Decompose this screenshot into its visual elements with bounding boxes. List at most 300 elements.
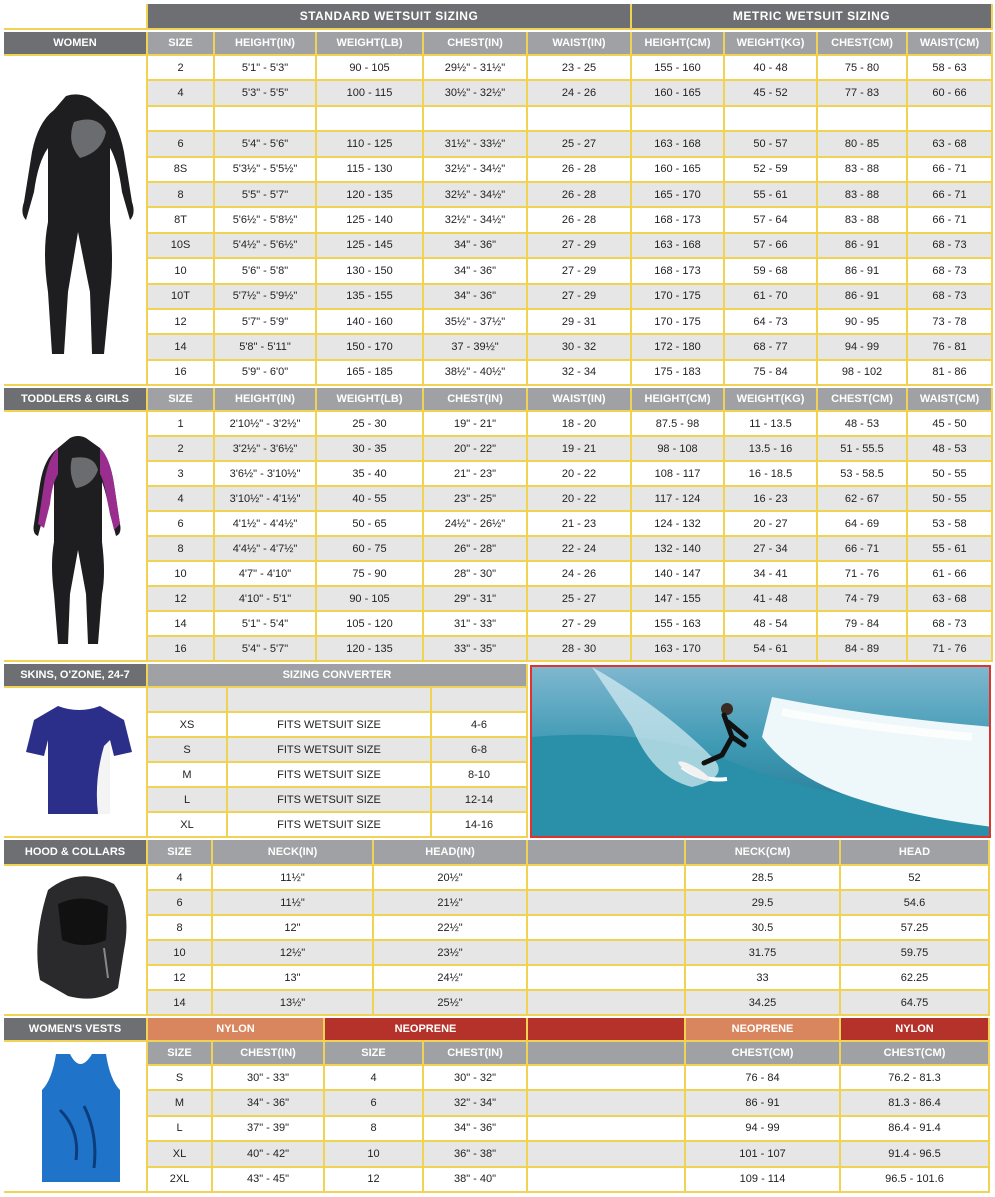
women-cell: 32 - 34: [528, 361, 632, 386]
women-cell: 68 - 73: [908, 259, 993, 284]
women-cell: 81 - 86: [908, 361, 993, 386]
hood-cell: 12½": [213, 941, 374, 966]
toddler-cell: 10: [148, 562, 215, 587]
women-cell: 125 - 145: [317, 234, 424, 259]
women-cell: 160 - 165: [632, 81, 725, 106]
women-cell: 168 - 173: [632, 259, 725, 284]
skins-cell: FITS WETSUIT SIZE: [228, 788, 432, 813]
women-cell: 32½" - 34½": [424, 183, 528, 208]
toddler-cell: 34 - 41: [725, 562, 818, 587]
vest-cell: 91.4 - 96.5: [841, 1142, 990, 1167]
women-cell: 34" - 36": [424, 285, 528, 310]
women-cell: 5'9" - 6'0": [215, 361, 317, 386]
hood-col-head: HEAD: [841, 840, 990, 866]
vest-blank-header: [528, 1018, 686, 1042]
toddler-cell: 26" - 28": [424, 537, 528, 562]
women-cell: 5'8" - 5'11": [215, 335, 317, 360]
vest-cell: 30" - 33": [213, 1066, 325, 1091]
women-cell: 5'5" - 5'7": [215, 183, 317, 208]
toddlers-col-chest_cm: CHEST(CM): [818, 388, 908, 412]
women-cell: [424, 107, 528, 132]
women-cell: 35½" - 37½": [424, 310, 528, 335]
skins-cell: XS: [148, 713, 228, 738]
women-cell: 10: [148, 259, 215, 284]
vest-cell: 32" - 34": [424, 1091, 528, 1116]
women-cell: 38½" - 40½": [424, 361, 528, 386]
toddler-cell: 60 - 75: [317, 537, 424, 562]
toddlers-col-height_in: HEIGHT(IN): [215, 388, 317, 412]
hood-cell: 14: [148, 991, 213, 1016]
rashguard-icon: [24, 700, 134, 820]
vest-col-chest_in: CHEST(IN): [213, 1042, 325, 1066]
hood-cell: 13": [213, 966, 374, 991]
women-cell: 86 - 91: [818, 259, 908, 284]
women-cell: 32½" - 34½": [424, 208, 528, 233]
toddler-cell: 68 - 73: [908, 612, 993, 637]
toddler-cell: 90 - 105: [317, 587, 424, 612]
hood-col-head_in: HEAD(IN): [374, 840, 528, 866]
toddler-cell: 3'2½" - 3'6½": [215, 437, 317, 462]
women-cell: 5'1" - 5'3": [215, 56, 317, 81]
toddler-cell: 51 - 55.5: [818, 437, 908, 462]
women-cell: 90 - 105: [317, 56, 424, 81]
women-cell: 64 - 73: [725, 310, 818, 335]
hood-cell: 23½": [374, 941, 528, 966]
hood-cell: 34.25: [686, 991, 841, 1016]
vest-cell: 30" - 32": [424, 1066, 528, 1091]
toddler-cell: 19 - 21: [528, 437, 632, 462]
women-cell: 8: [148, 183, 215, 208]
hood-cell: 8: [148, 916, 213, 941]
toddler-cell: 25 - 27: [528, 587, 632, 612]
women-cell: [818, 107, 908, 132]
women-col-height_in: HEIGHT(IN): [215, 32, 317, 56]
skins-cell: 12-14: [432, 788, 528, 813]
women-cell: 83 - 88: [818, 208, 908, 233]
toddler-cell: 155 - 163: [632, 612, 725, 637]
women-col-chest_in: CHEST(IN): [424, 32, 528, 56]
toddler-cell: 19" - 21": [424, 412, 528, 437]
vest-cell: 94 - 99: [686, 1117, 841, 1142]
vest-cell: [528, 1091, 686, 1116]
toddlers-col-waist_in: WAIST(IN): [528, 388, 632, 412]
women-cell: 80 - 85: [818, 132, 908, 157]
women-cell: 115 - 130: [317, 158, 424, 183]
women-cell: 170 - 175: [632, 285, 725, 310]
hood-cell: 12": [213, 916, 374, 941]
toddler-cell: 31" - 33": [424, 612, 528, 637]
skins-section-label: SKINS, O'ZONE, 24-7: [4, 664, 148, 688]
women-cell: 5'3½" - 5'5½": [215, 158, 317, 183]
women-cell: 25 - 27: [528, 132, 632, 157]
hood-cell: 4: [148, 866, 213, 891]
vest-cell: L: [148, 1117, 213, 1142]
toddler-cell: 50 - 55: [908, 462, 993, 487]
women-cell: 66 - 71: [908, 183, 993, 208]
hood-cell: 20½": [374, 866, 528, 891]
women-cell: 130 - 150: [317, 259, 424, 284]
toddler-cell: 40 - 55: [317, 487, 424, 512]
hood-cell: 12: [148, 966, 213, 991]
vest-cell: 10: [325, 1142, 424, 1167]
women-cell: 73 - 78: [908, 310, 993, 335]
women-cell: 10T: [148, 285, 215, 310]
women-cell: 168 - 173: [632, 208, 725, 233]
women-cell: 50 - 57: [725, 132, 818, 157]
toddler-cell: 124 - 132: [632, 512, 725, 537]
vest-cell: XL: [148, 1142, 213, 1167]
women-cell: [632, 107, 725, 132]
toddler-cell: 71 - 76: [818, 562, 908, 587]
vest-cell: 36" - 38": [424, 1142, 528, 1167]
vest-cell: 12: [325, 1168, 424, 1193]
women-cell: 10S: [148, 234, 215, 259]
toddler-cell: 33" - 35": [424, 637, 528, 662]
hood-cell: 21½": [374, 891, 528, 916]
women-cell: 172 - 180: [632, 335, 725, 360]
skins-cell: L: [148, 788, 228, 813]
women-cell: 29 - 31: [528, 310, 632, 335]
women-cell: 26 - 28: [528, 208, 632, 233]
skins-cell: FITS WETSUIT SIZE: [228, 713, 432, 738]
toddler-cell: 16 - 18.5: [725, 462, 818, 487]
women-cell: 66 - 71: [908, 208, 993, 233]
women-cell: 150 - 170: [317, 335, 424, 360]
toddler-cell: 4'4½" - 4'7½": [215, 537, 317, 562]
toddler-cell: 132 - 140: [632, 537, 725, 562]
vests-section-label: WOMEN'S VESTS: [4, 1018, 148, 1042]
hood-col-size: SIZE: [148, 840, 213, 866]
toddler-cell: 5'4" - 5'7": [215, 637, 317, 662]
toddler-cell: 16: [148, 637, 215, 662]
vest-cell: 40" - 42": [213, 1142, 325, 1167]
vest-cell: 37" - 39": [213, 1117, 325, 1142]
toddler-cell: 13.5 - 16: [725, 437, 818, 462]
vest-cell: 34" - 36": [424, 1117, 528, 1142]
toddler-cell: 30 - 35: [317, 437, 424, 462]
toddler-cell: 45 - 50: [908, 412, 993, 437]
vest-col-chest_cm: CHEST(CM): [686, 1042, 841, 1066]
vest-cell: 96.5 - 101.6: [841, 1168, 990, 1193]
hood-cell: 64.75: [841, 991, 990, 1016]
skins-cell: [228, 688, 432, 713]
toddler-cell: 63 - 68: [908, 587, 993, 612]
women-cell: [908, 107, 993, 132]
toddler-cell: 28" - 30": [424, 562, 528, 587]
women-cell: 4: [148, 81, 215, 106]
toddler-cell: 62 - 67: [818, 487, 908, 512]
hood-cell: 11½": [213, 891, 374, 916]
hood-cell: [528, 891, 686, 916]
vest-col-size: SIZE: [148, 1042, 213, 1066]
vest-col-blank: [528, 1042, 686, 1066]
vest-cell: 2XL: [148, 1168, 213, 1193]
women-cell: 83 - 88: [818, 183, 908, 208]
women-cell: 75 - 80: [818, 56, 908, 81]
women-cell: [725, 107, 818, 132]
vest-cell: 76.2 - 81.3: [841, 1066, 990, 1091]
toddler-cell: 117 - 124: [632, 487, 725, 512]
women-col-waist_in: WAIST(IN): [528, 32, 632, 56]
women-cell: 76 - 81: [908, 335, 993, 360]
toddler-cell: 4'7" - 4'10": [215, 562, 317, 587]
women-cell: 86 - 91: [818, 285, 908, 310]
vest-cell: 4: [325, 1066, 424, 1091]
women-cell: 32½" - 34½": [424, 158, 528, 183]
sizing-converter-header: SIZING CONVERTER: [148, 664, 528, 688]
toddler-cell: 6: [148, 512, 215, 537]
vest-cell: S: [148, 1066, 213, 1091]
women-cell: 34" - 36": [424, 234, 528, 259]
women-cell: 165 - 170: [632, 183, 725, 208]
vest-neoprene-header: NEOPRENE: [325, 1018, 528, 1042]
toddler-cell: 55 - 61: [908, 537, 993, 562]
vest-cell: 34" - 36": [213, 1091, 325, 1116]
women-cell: 63 - 68: [908, 132, 993, 157]
skins-cell: XL: [148, 813, 228, 838]
toddler-cell: 98 - 108: [632, 437, 725, 462]
women-cell: [215, 107, 317, 132]
women-col-height_cm: HEIGHT(CM): [632, 32, 725, 56]
women-cell: 5'4" - 5'6": [215, 132, 317, 157]
toddler-cell: 48 - 53: [908, 437, 993, 462]
women-cell: 77 - 83: [818, 81, 908, 106]
women-cell: 8S: [148, 158, 215, 183]
skins-cell: [148, 688, 228, 713]
women-cell: 5'6½" - 5'8½": [215, 208, 317, 233]
women-cell: 58 - 63: [908, 56, 993, 81]
women-cell: 34" - 36": [424, 259, 528, 284]
toddlers-col-weight_lb: WEIGHT(LB): [317, 388, 424, 412]
toddler-cell: 79 - 84: [818, 612, 908, 637]
toddler-cell: 1: [148, 412, 215, 437]
vest-nylon-metric-header: NYLON: [841, 1018, 990, 1042]
women-cell: 30 - 32: [528, 335, 632, 360]
women-cell: 163 - 168: [632, 132, 725, 157]
skins-cell: M: [148, 763, 228, 788]
hood-cell: 57.25: [841, 916, 990, 941]
women-col-weight_kg: WEIGHT(KG): [725, 32, 818, 56]
vest-cell: [528, 1066, 686, 1091]
women-cell: 16: [148, 361, 215, 386]
toddler-cell: 54 - 61: [725, 637, 818, 662]
toddler-cell: 53 - 58: [908, 512, 993, 537]
vest-cell: M: [148, 1091, 213, 1116]
toddlers-col-weight_kg: WEIGHT(KG): [725, 388, 818, 412]
women-cell: [317, 107, 424, 132]
vest-col-chest_in2: CHEST(IN): [424, 1042, 528, 1066]
women-cell: 5'6" - 5'8": [215, 259, 317, 284]
women-cell: 29½" - 31½": [424, 56, 528, 81]
women-cell: 75 - 84: [725, 361, 818, 386]
toddler-cell: 14: [148, 612, 215, 637]
metric-header: METRIC WETSUIT SIZING: [632, 4, 993, 30]
skins-cell: 6-8: [432, 738, 528, 763]
women-cell: 68 - 77: [725, 335, 818, 360]
women-cell: 27 - 29: [528, 285, 632, 310]
vest-cell: 8: [325, 1117, 424, 1142]
toddlers-col-size: SIZE: [148, 388, 215, 412]
skins-cell: [432, 688, 528, 713]
toddler-cell: 71 - 76: [908, 637, 993, 662]
women-cell: 170 - 175: [632, 310, 725, 335]
hood-cell: 28.5: [686, 866, 841, 891]
vest-cell: [528, 1142, 686, 1167]
toddler-cell: 48 - 53: [818, 412, 908, 437]
women-col-waist_cm: WAIST(CM): [908, 32, 993, 56]
toddler-cell: 140 - 147: [632, 562, 725, 587]
toddler-cell: 50 - 65: [317, 512, 424, 537]
women-cell: 175 - 183: [632, 361, 725, 386]
vest-cell: 86 - 91: [686, 1091, 841, 1116]
women-wetsuit-icon: [14, 92, 138, 364]
women-cell: 31½" - 33½": [424, 132, 528, 157]
women-cell: 86 - 91: [818, 234, 908, 259]
toddler-cell: 50 - 55: [908, 487, 993, 512]
women-section-label: WOMEN: [4, 32, 148, 56]
toddler-cell: 28 - 30: [528, 637, 632, 662]
vest-cell: 76 - 84: [686, 1066, 841, 1091]
toddler-cell: 20 - 22: [528, 462, 632, 487]
women-cell: 26 - 28: [528, 183, 632, 208]
hood-cell: 6: [148, 891, 213, 916]
women-cell: 135 - 155: [317, 285, 424, 310]
toddler-cell: 11 - 13.5: [725, 412, 818, 437]
women-cell: 5'7" - 5'9": [215, 310, 317, 335]
corner-cell: [4, 4, 148, 30]
vest-icon: [36, 1050, 126, 1190]
women-cell: [148, 107, 215, 132]
toddler-cell: 22 - 24: [528, 537, 632, 562]
hood-cell: 54.6: [841, 891, 990, 916]
hood-cell: 52: [841, 866, 990, 891]
toddlers-col-waist_cm: WAIST(CM): [908, 388, 993, 412]
toddler-cell: 12: [148, 587, 215, 612]
hood-cell: [528, 941, 686, 966]
women-cell: 68 - 73: [908, 234, 993, 259]
hood-col-neck_in: NECK(IN): [213, 840, 374, 866]
women-cell: 160 - 165: [632, 158, 725, 183]
women-cell: 94 - 99: [818, 335, 908, 360]
toddler-cell: 105 - 120: [317, 612, 424, 637]
women-cell: 155 - 160: [632, 56, 725, 81]
hood-cell: [528, 916, 686, 941]
toddler-cell: 87.5 - 98: [632, 412, 725, 437]
hood-cell: 30.5: [686, 916, 841, 941]
standard-header: STANDARD WETSUIT SIZING: [148, 4, 632, 30]
hood-cell: 25½": [374, 991, 528, 1016]
vest-nylon-header: NYLON: [148, 1018, 325, 1042]
vest-cell: 86.4 - 91.4: [841, 1117, 990, 1142]
vest-cell: 109 - 114: [686, 1168, 841, 1193]
toddler-cell: 21 - 23: [528, 512, 632, 537]
vest-neoprene-metric-header: NEOPRENE: [686, 1018, 841, 1042]
women-cell: 5'7½" - 5'9½": [215, 285, 317, 310]
vest-cell: 81.3 - 86.4: [841, 1091, 990, 1116]
hood-cell: 62.25: [841, 966, 990, 991]
vest-cell: 43" - 45": [213, 1168, 325, 1193]
vest-cell: 38" - 40": [424, 1168, 528, 1193]
hood-cell: 22½": [374, 916, 528, 941]
toddler-cell: 108 - 117: [632, 462, 725, 487]
women-col-chest_cm: CHEST(CM): [818, 32, 908, 56]
women-cell: 110 - 125: [317, 132, 424, 157]
vest-cell: [528, 1117, 686, 1142]
vest-cell: 101 - 107: [686, 1142, 841, 1167]
toddler-cell: 4'1½" - 4'4½": [215, 512, 317, 537]
surfer-wave-illustration: [532, 667, 991, 838]
toddler-cell: 53 - 58.5: [818, 462, 908, 487]
women-cell: 100 - 115: [317, 81, 424, 106]
women-cell: 24 - 26: [528, 81, 632, 106]
toddler-cell: 84 - 89: [818, 637, 908, 662]
skins-cell: FITS WETSUIT SIZE: [228, 813, 432, 838]
women-cell: 163 - 168: [632, 234, 725, 259]
toddler-cell: 8: [148, 537, 215, 562]
women-cell: 8T: [148, 208, 215, 233]
hood-cell: 33: [686, 966, 841, 991]
women-cell: [528, 107, 632, 132]
women-cell: 6: [148, 132, 215, 157]
women-cell: 140 - 160: [317, 310, 424, 335]
hood-cell: [528, 991, 686, 1016]
women-cell: 27 - 29: [528, 234, 632, 259]
skins-cell: 8-10: [432, 763, 528, 788]
women-cell: 120 - 135: [317, 183, 424, 208]
skins-cell: FITS WETSUIT SIZE: [228, 763, 432, 788]
toddlers-col-height_cm: HEIGHT(CM): [632, 388, 725, 412]
skins-cell: 4-6: [432, 713, 528, 738]
women-cell: 98 - 102: [818, 361, 908, 386]
hood-icon: [28, 870, 134, 1010]
women-cell: 68 - 73: [908, 285, 993, 310]
toddler-cell: 4'10" - 5'1": [215, 587, 317, 612]
skins-cell: FITS WETSUIT SIZE: [228, 738, 432, 763]
hood-cell: 11½": [213, 866, 374, 891]
toddler-cell: 3'10½" - 4'1½": [215, 487, 317, 512]
toddler-cell: 61 - 66: [908, 562, 993, 587]
toddler-cell: 18 - 20: [528, 412, 632, 437]
hood-col-blank: [528, 840, 686, 866]
vest-col-size: SIZE: [325, 1042, 424, 1066]
toddler-cell: 64 - 69: [818, 512, 908, 537]
women-cell: 30½" - 32½": [424, 81, 528, 106]
toddler-cell: 20" - 22": [424, 437, 528, 462]
women-cell: 14: [148, 335, 215, 360]
hood-cell: 10: [148, 941, 213, 966]
toddler-cell: 24 - 26: [528, 562, 632, 587]
toddler-cell: 163 - 170: [632, 637, 725, 662]
hood-cell: [528, 866, 686, 891]
hood-cell: 13½": [213, 991, 374, 1016]
vest-cell: [528, 1168, 686, 1193]
women-cell: 5'3" - 5'5": [215, 81, 317, 106]
toddlers-section-label: TODDLERS & GIRLS: [4, 388, 148, 412]
women-cell: 90 - 95: [818, 310, 908, 335]
vest-cell: 6: [325, 1091, 424, 1116]
women-cell: 125 - 140: [317, 208, 424, 233]
toddler-cell: 29" - 31": [424, 587, 528, 612]
toddler-cell: 3: [148, 462, 215, 487]
hood-col-neck_cm: NECK(CM): [686, 840, 841, 866]
toddler-cell: 48 - 54: [725, 612, 818, 637]
women-col-size: SIZE: [148, 32, 215, 56]
toddler-cell: 21" - 23": [424, 462, 528, 487]
toddler-cell: 27 - 34: [725, 537, 818, 562]
women-cell: 40 - 48: [725, 56, 818, 81]
toddler-cell: 74 - 79: [818, 587, 908, 612]
women-cell: 59 - 68: [725, 259, 818, 284]
